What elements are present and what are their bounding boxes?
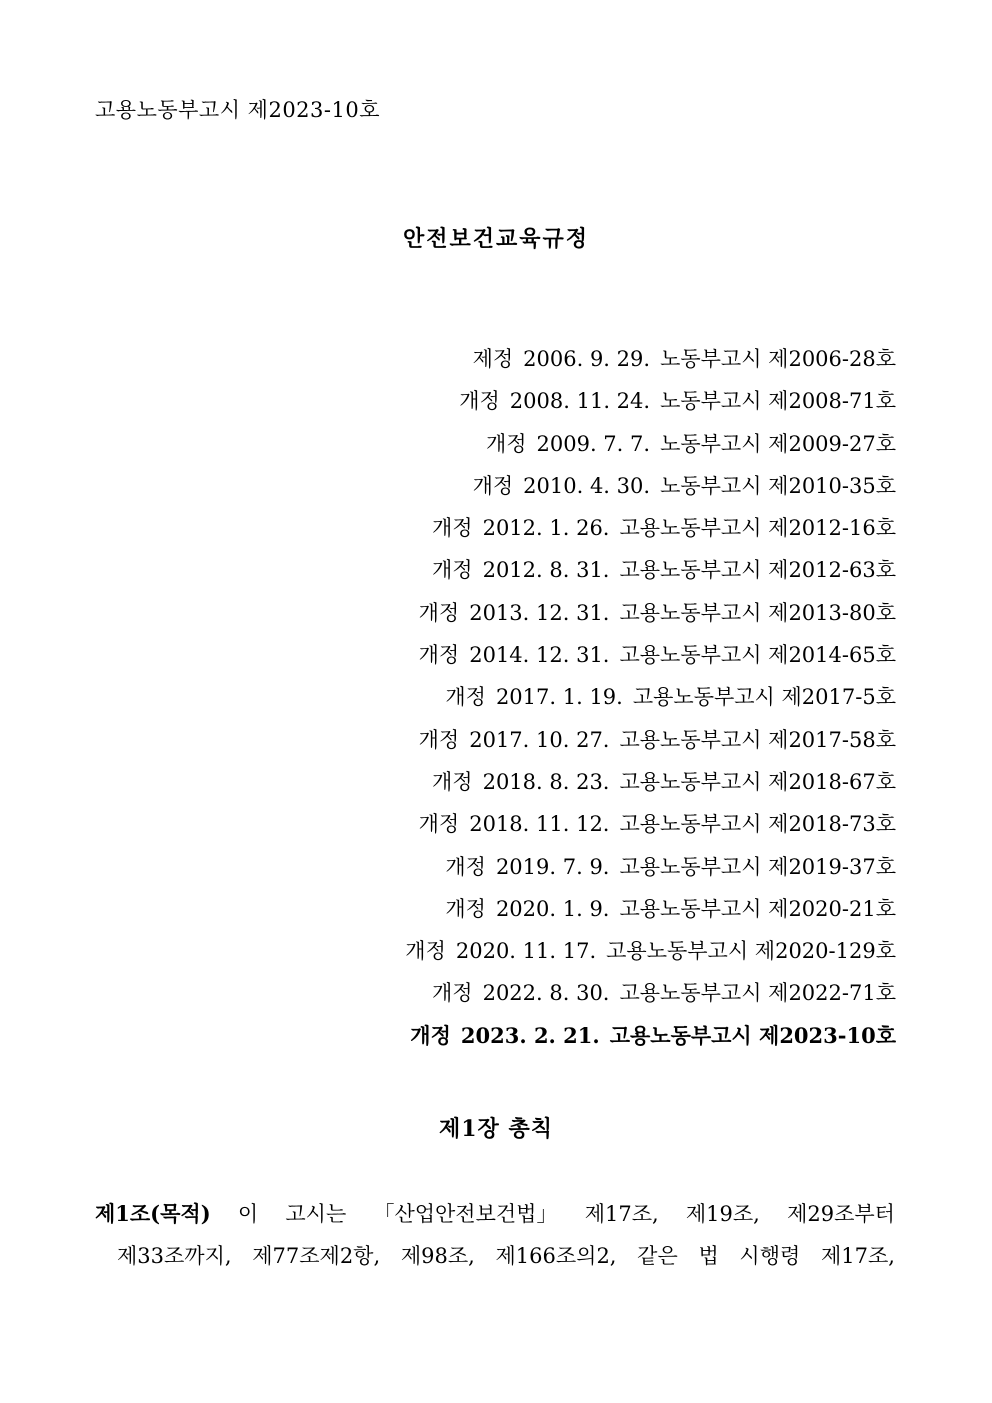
article-word: 제77조제2항, <box>252 1244 381 1268</box>
history-notice: 노동부고시 제2009-27호 <box>660 431 896 456</box>
history-type: 개정 <box>410 1022 451 1048</box>
history-date: 2018. 11. 12. <box>469 812 610 837</box>
document-title: 안전보건교육규정 <box>402 226 590 252</box>
history-date: 2009. 7. 7. <box>536 431 651 456</box>
article-1-line-1 <box>95 1198 895 1230</box>
history-date: 2018. 8. 23. <box>482 769 610 794</box>
history-notice: 고용노동부고시 제2018-67호 <box>619 769 896 794</box>
history-notice: 고용노동부고시 제2020-129호 <box>606 939 896 964</box>
article-word: 제33조까지, <box>117 1244 232 1268</box>
article-word: 제19조, <box>685 1202 760 1226</box>
history-date: 2020. 1. 9. <box>495 896 610 921</box>
history-notice: 노동부고시 제2010-35호 <box>660 473 896 498</box>
article-word: 같은 <box>637 1244 678 1268</box>
history-notice: 노동부고시 제2008-71호 <box>660 389 896 414</box>
history-date: 2008. 11. 24. <box>509 389 651 414</box>
history-notice: 고용노동부고시 제2019-37호 <box>619 854 896 879</box>
history-date: 2012. 8. 31. <box>482 558 610 583</box>
article-word: 이 <box>237 1202 259 1226</box>
article-word: 「산업안전보건법」 <box>373 1202 558 1226</box>
history-row <box>405 936 896 978</box>
history-row <box>405 344 896 386</box>
history-type: 개정 <box>418 643 460 668</box>
article-word: 고시는 <box>285 1202 347 1226</box>
history-type: 개정 <box>418 600 460 625</box>
history-row <box>405 598 896 640</box>
history-type: 개정 <box>432 558 473 583</box>
article-word: 제98조, <box>400 1244 475 1268</box>
history-type: 개정 <box>445 896 486 921</box>
history-date: 2017. 1. 19. <box>495 685 623 710</box>
history-date: 2014. 12. 31. <box>469 643 610 668</box>
history-notice: 고용노동부고시 제2013-80호 <box>619 600 896 625</box>
history-type: 개정 <box>418 727 460 752</box>
article-word: 제17조, <box>820 1244 895 1268</box>
history-notice: 고용노동부고시 제2014-65호 <box>619 643 896 668</box>
history-row <box>405 1021 896 1063</box>
history-row <box>405 429 896 471</box>
article-word: 법 <box>698 1244 719 1268</box>
history-notice: 고용노동부고시 제2017-58호 <box>619 727 896 752</box>
history-row <box>405 682 896 724</box>
history-date: 2013. 12. 31. <box>469 600 610 625</box>
history-type: 개정 <box>432 981 473 1006</box>
article-1 <box>95 1198 895 1272</box>
history-notice: 고용노동부고시 제2023-10호 <box>609 1022 896 1048</box>
history-notice: 고용노동부고시 제2022-71호 <box>619 981 896 1006</box>
history-type: 개정 <box>405 939 446 964</box>
history-date: 2022. 8. 30. <box>482 981 610 1006</box>
amendment-history <box>405 344 896 1063</box>
history-row <box>405 725 896 767</box>
history-type: 개정 <box>432 769 473 794</box>
history-type: 개정 <box>432 516 473 541</box>
history-date: 2006. 9. 29. <box>523 347 651 371</box>
history-type: 개정 <box>485 431 527 456</box>
history-notice: 고용노동부고시 제2012-63호 <box>619 558 896 583</box>
history-date: 2010. 4. 30. <box>523 473 651 498</box>
history-row <box>405 767 896 809</box>
history-row <box>405 471 896 513</box>
history-type: 개정 <box>472 473 514 498</box>
history-type: 개정 <box>445 854 486 879</box>
history-date: 2020. 11. 17. <box>455 939 597 964</box>
history-type: 제정 <box>472 347 514 371</box>
history-date: 2023. 2. 21. <box>460 1022 600 1048</box>
history-date: 2017. 10. 27. <box>469 727 610 752</box>
article-word: 제29조부터 <box>787 1202 895 1226</box>
article-word: 제166조의2, <box>495 1244 617 1268</box>
history-notice: 노동부고시 제2006-28호 <box>660 347 896 371</box>
history-row <box>405 386 896 428</box>
history-row <box>405 640 896 682</box>
article-word: 시행령 <box>739 1244 801 1268</box>
history-row <box>405 513 896 555</box>
history-type: 개정 <box>418 812 460 837</box>
history-row <box>405 978 896 1020</box>
history-date: 2019. 7. 9. <box>495 854 610 879</box>
history-row <box>405 809 896 851</box>
article-1-heading: 제1조(목적) <box>95 1201 211 1226</box>
notice-number: 고용노동부고시 제2023-10호 <box>95 98 381 122</box>
history-notice: 고용노동부고시 제2018-73호 <box>619 812 896 837</box>
article-word: 제17조, <box>584 1202 659 1226</box>
article-1-line-2 <box>95 1240 895 1272</box>
history-notice: 고용노동부고시 제2017-5호 <box>632 685 896 710</box>
history-date: 2012. 1. 26. <box>482 516 610 541</box>
history-notice: 고용노동부고시 제2012-16호 <box>619 516 896 541</box>
history-row <box>405 894 896 936</box>
history-row <box>405 555 896 597</box>
history-notice: 고용노동부고시 제2020-21호 <box>619 896 896 921</box>
history-type: 개정 <box>445 685 486 710</box>
history-row <box>405 852 896 894</box>
history-type: 개정 <box>459 389 500 414</box>
chapter-title: 제1장 총칙 <box>439 1116 553 1142</box>
